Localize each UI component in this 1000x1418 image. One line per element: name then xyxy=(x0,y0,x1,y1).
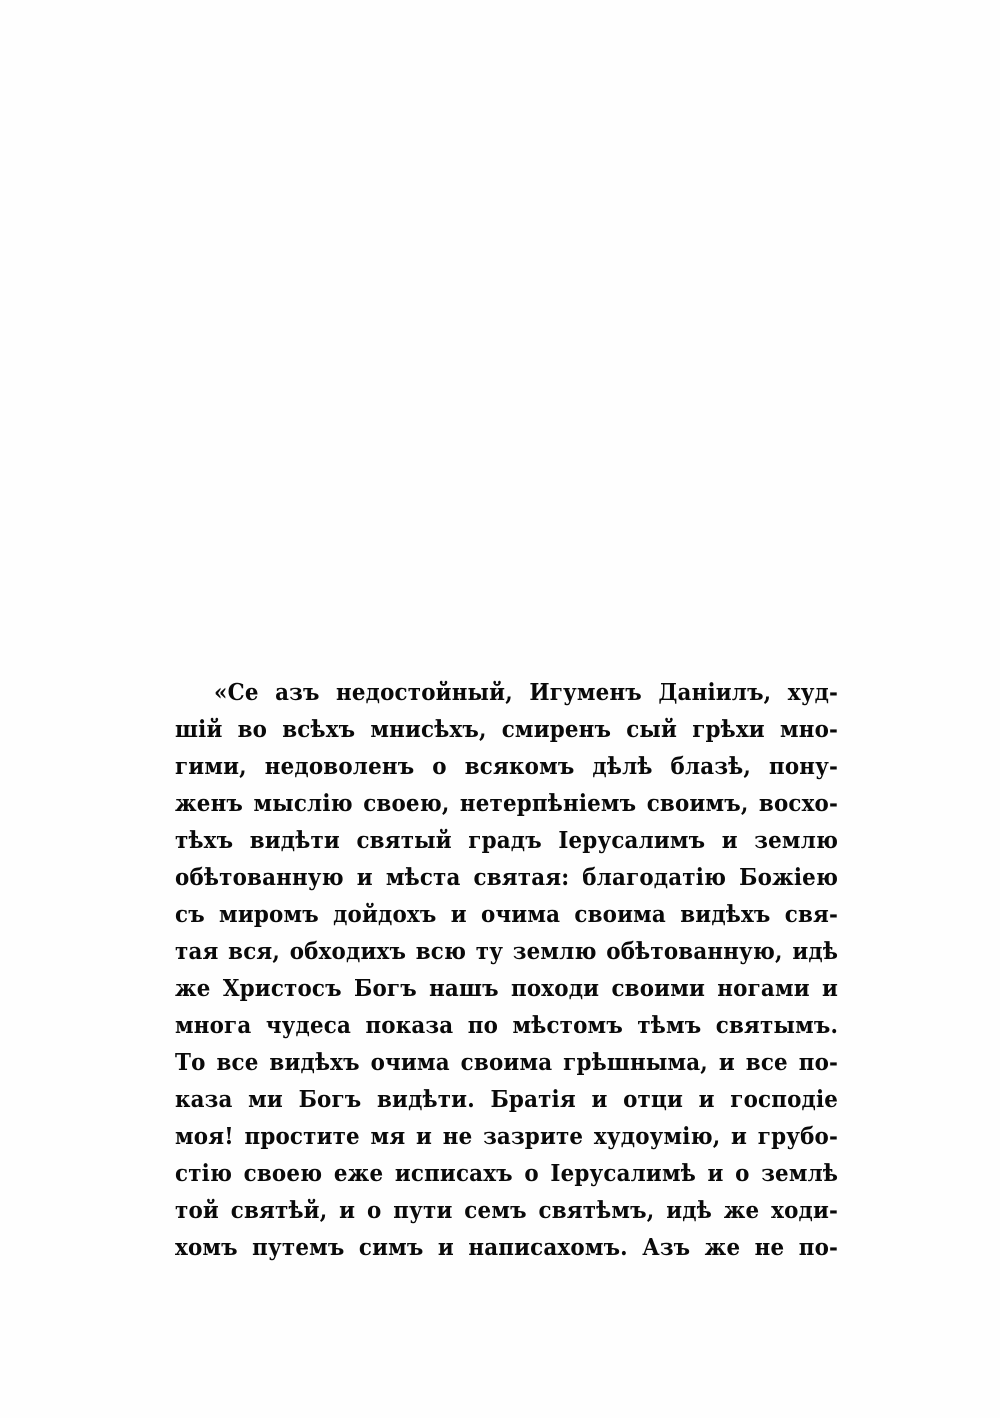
text-line-16: хомъ путемъ симъ и написахомъ. Азъ же не по- xyxy=(175,1234,839,1261)
text-line-12: каза ми Богъ видѣти. Братія и отци и господіе xyxy=(175,1086,839,1113)
text-line-8: тая вся, обходихъ всю ту землю обѣтованную, идѣ xyxy=(175,938,839,965)
paragraph-text xyxy=(175,674,838,1266)
text-line-15: той святѣй, и о пути семъ святѣмъ, идѣ же ходи- xyxy=(175,1197,839,1224)
text-line-6: обѣтованную и мѣста святая: благодатію Божіею xyxy=(175,864,839,891)
text-line-11: То все видѣхъ очима своима грѣшныма, и все по- xyxy=(175,1049,839,1076)
text-line-5: тѣхъ видѣти святый градъ Іерусалимъ и землю xyxy=(175,827,839,854)
text-line-4: женъ мыслію своею, нетерпѣніемъ своимъ, восхо- xyxy=(175,790,839,817)
text-line-7: съ миромъ дойдохъ и очима своима видѣхъ свя- xyxy=(175,901,839,928)
text-line-13: моя! простите мя и не зазрите худоумію, и грубо- xyxy=(175,1123,839,1150)
text-line-2: шій во всѣхъ мнисѣхъ, смиренъ сый грѣхи мно- xyxy=(175,716,839,743)
text-line-1: «Се азъ недостойный, Игуменъ Даніилъ, худ- xyxy=(214,679,839,706)
text-line-14: стію своею еже исписахъ о Іерусалимѣ и о землѣ xyxy=(175,1160,839,1187)
text-line-9: же Христосъ Богъ нашъ походи своими ногами и xyxy=(175,975,839,1002)
text-line-10: многа чудеса показа по мѣстомъ тѣмъ святымъ. xyxy=(175,1012,839,1039)
text-line-3: гими, недоволенъ о всякомъ дѣлѣ блазѣ, пону- xyxy=(175,753,839,780)
